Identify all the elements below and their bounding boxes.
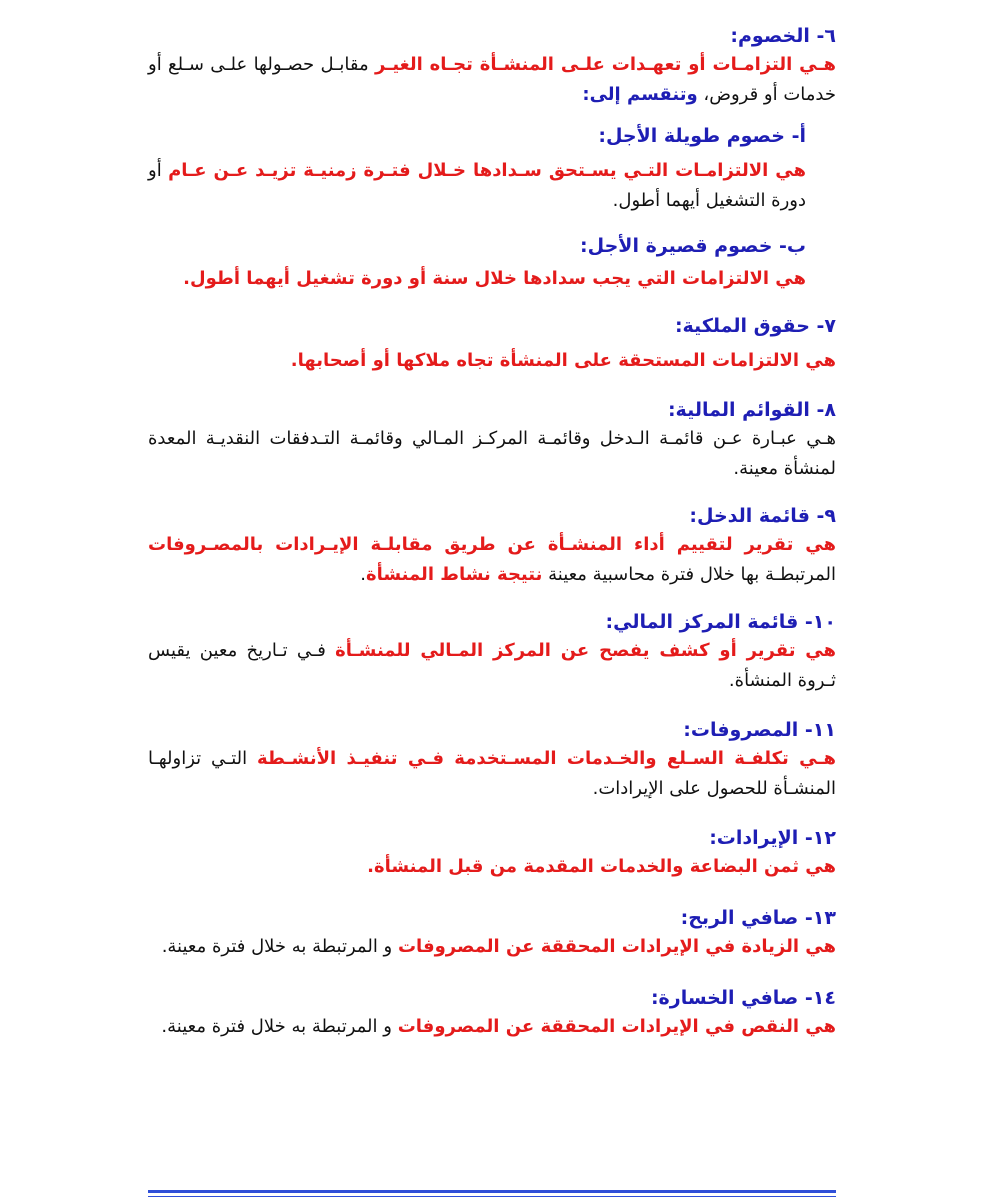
body-text: هـي عبـارة عـن قائمـة الـدخل وقائمـة المركـز المـالي وقائمـة التـدفقات النقديـة المعدة لمنشأة معينة. [148, 428, 836, 479]
section-long-term-liabilities [148, 122, 836, 216]
body-text: مقابـل حصـولها علـى سـلع أو خدمات أو قروض، [148, 54, 836, 105]
footer-divider [148, 1190, 836, 1193]
section-heading: ٧- حقوق الملكية: [674, 315, 836, 337]
definition-text: هي الالتزامات التي يجب سدادها خلال سنة أو دورة تشغيل أيهما أطول. [183, 268, 806, 289]
section-body [148, 264, 806, 294]
body-text: المرتبطـة بها خلال فترة محاسبية معينة [542, 564, 836, 585]
section-heading: أ- خصوم طويلة الأجل: [598, 125, 806, 147]
section-body [148, 932, 836, 962]
section-body [148, 852, 836, 882]
section-body [148, 1012, 836, 1042]
section-heading: ١٠- قائمة المركز المالي: [605, 611, 836, 633]
section-body [148, 424, 836, 484]
definition-text: هي تقرير لتقييم أداء المنشـأة عن طريق مقابلـة الإيـرادات بالمصـروفات [148, 534, 836, 555]
document-page [148, 22, 836, 1042]
section-body [148, 744, 836, 804]
definition-text: هي الزيادة في الإيرادات المحققة عن المصروفات [397, 936, 836, 957]
section-net-loss [148, 984, 836, 1042]
section-heading: ٨- القوائم المالية: [667, 399, 836, 421]
body-text: و المرتبطة به خلال فترة معينة. [161, 1016, 398, 1037]
section-heading: ١٢- الإيرادات: [709, 827, 836, 849]
section-heading: ١٣- صافي الربح: [680, 907, 836, 929]
definition-text: هي الالتزامـات التـي يسـتحق سـدادها خـلال فتـرة زمنيـة تزيـد عـن عـام [168, 160, 806, 181]
section-body [148, 636, 836, 696]
definition-text: هـي تكلفـة السـلع والخـدمات المسـتخدمة فـي تنفيـذ الأنشـطة [256, 748, 836, 769]
body-text: . [360, 564, 366, 585]
section-balance-sheet [148, 608, 836, 696]
footer-divider-thin [148, 1196, 836, 1197]
section-heading: ١١- المصروفات: [683, 719, 836, 741]
section-body [148, 530, 836, 590]
section-income-statement [148, 502, 836, 590]
section-short-term-liabilities [148, 232, 836, 294]
section-body [148, 346, 836, 376]
body-text: التـي تزاولهـا المنشـأة للحصول على الإيرادات. [148, 748, 836, 799]
definition-text: هـي التزامـات أو تعهـدات علـى المنشـأة تجـاه الغيـر [374, 54, 836, 75]
section-equity [148, 312, 836, 376]
body-text: فـي تـاريخ معين يقيس ثـروة المنشأة. [148, 640, 836, 691]
definition-text: هي الالتزامات المستحقة على المنشأة تجاه ملاكها أو أصحابها. [290, 350, 836, 371]
section-net-profit [148, 904, 836, 962]
body-text-emphasis: وتنقسم إلى: [582, 84, 698, 105]
section-heading: ٦- الخصوم: [730, 25, 836, 47]
definition-text: هي ثمن البضاعة والخدمات المقدمة من قبل المنشأة. [367, 856, 836, 877]
definition-text: هي النقص في الإيرادات المحققة عن المصروفات [397, 1016, 836, 1037]
section-financial-statements [148, 396, 836, 484]
definition-text: هي تقرير أو كشف يفصح عن المركز المـالي للمنشـأة [335, 640, 836, 661]
section-expenses [148, 716, 836, 804]
section-heading: ٩- قائمة الدخل: [689, 505, 836, 527]
section-body [148, 156, 806, 216]
section-heading: ب- خصوم قصيرة الأجل: [580, 235, 806, 257]
section-heading: ١٤- صافي الخسارة: [650, 987, 836, 1009]
section-body [148, 50, 836, 110]
body-text: أو دورة التشغيل أيهما أطول. [148, 160, 806, 211]
definition-text: نتيجة نشاط المنشأة [365, 564, 543, 585]
section-revenues [148, 824, 836, 882]
section-liabilities [148, 22, 836, 110]
body-text: و المرتبطة به خلال فترة معينة. [161, 936, 398, 957]
